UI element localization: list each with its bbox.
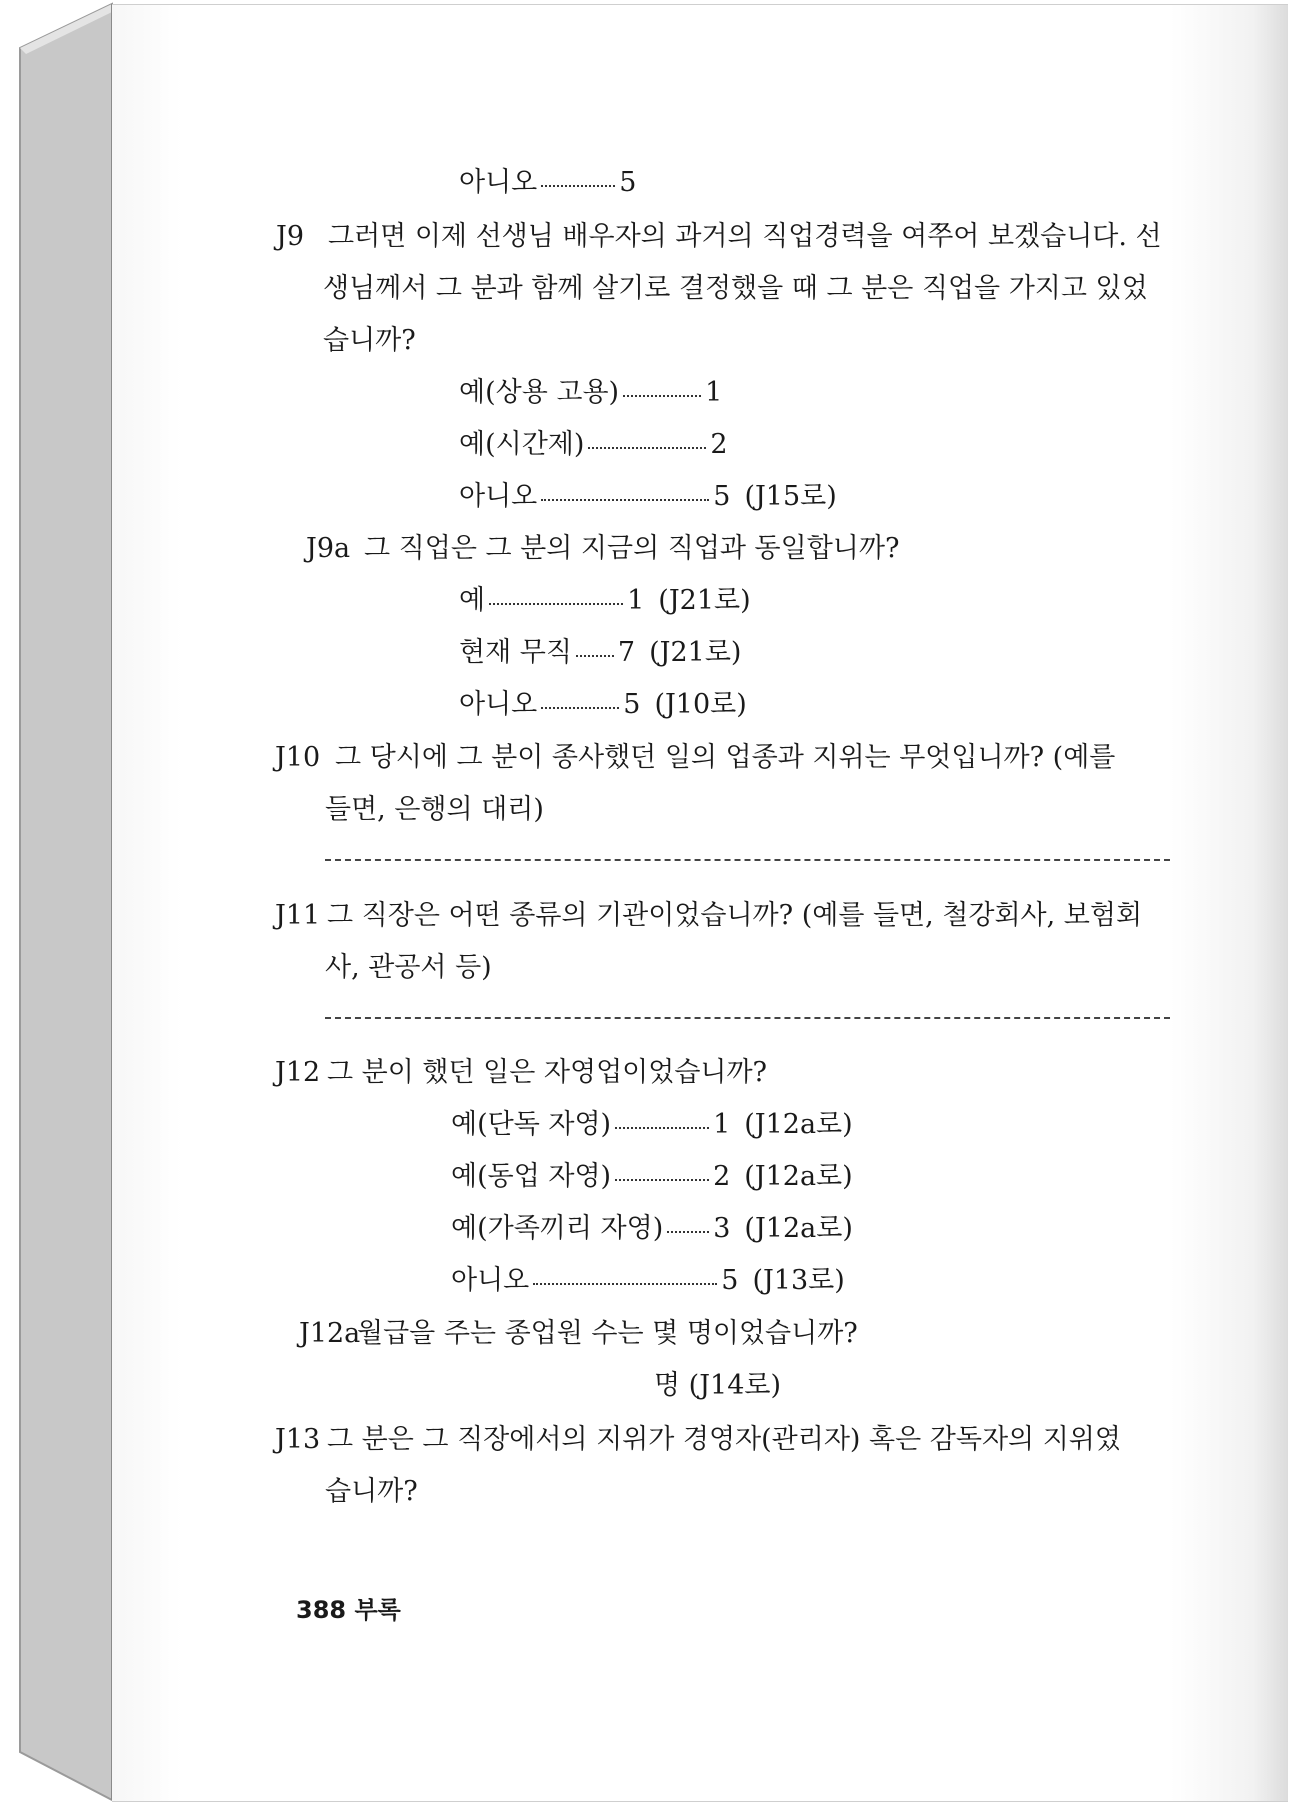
question-text: 월급을 주는 종업원 수는 몇 명이었습니까?: [357, 1318, 858, 1349]
question-text: 사, 관공서 등): [325, 952, 492, 983]
answer-blank-line[interactable]: [325, 1017, 1170, 1019]
answer-code: 1: [705, 377, 723, 408]
skip-instruction: (J12a로): [744, 1109, 853, 1140]
answer-label: 아니오: [459, 167, 538, 198]
answer-label: 아니오: [451, 1265, 530, 1296]
question-code: J12: [275, 1057, 321, 1088]
answer-row: [451, 1264, 845, 1298]
answer-row: [459, 584, 751, 618]
leader-dots: [615, 1178, 709, 1181]
leader-dots: [489, 602, 623, 605]
question-code: J10: [275, 742, 321, 773]
question-text: 그러면 이제 선생님 배우자의 과거의 직업경력을 여쭈어 보겠습니다. 선: [328, 221, 1162, 252]
question-text: 그 분이 했던 일은 자영업이었습니까?: [327, 1057, 768, 1088]
question-text: 들면, 은행의 대리): [325, 794, 544, 825]
answer-row: [451, 1108, 853, 1142]
answer-code: 2: [710, 429, 728, 460]
question-text: 그 분은 그 직장에서의 지위가 경영자(관리자) 혹은 감독자의 지위였: [327, 1424, 1121, 1455]
page-footer: [296, 1590, 401, 1625]
question-code: J9a: [306, 533, 351, 564]
answer-row: [451, 1160, 853, 1194]
question-code: J13: [275, 1424, 321, 1455]
leader-dots: [541, 706, 619, 709]
leader-dots: [541, 498, 709, 501]
answer-code: 2: [713, 1161, 731, 1192]
skip-instruction: (J10로): [654, 689, 747, 720]
answer-code: 5: [623, 689, 641, 720]
answer-code: 5: [619, 167, 637, 198]
question-text: 그 당시에 그 분이 종사했던 일의 업종과 지위는 무엇입니까? (예를: [335, 742, 1116, 773]
answer-code: 5: [721, 1265, 739, 1296]
skip-instruction: (J12a로): [744, 1213, 853, 1244]
question-j11: [275, 899, 1142, 933]
answer-label: 아니오: [459, 689, 538, 720]
leader-dots: [623, 394, 701, 397]
skip-instruction: (J15로): [744, 481, 837, 512]
leader-dots: [541, 184, 615, 187]
question-j9a: [306, 532, 899, 566]
answer-row: [459, 480, 837, 514]
leader-dots: [667, 1230, 709, 1233]
question-code: J12a: [299, 1318, 361, 1349]
question-j13: [275, 1423, 1121, 1457]
answer-label: 예(가족끼리 자영): [451, 1213, 664, 1244]
question-text: 습니까?: [323, 325, 416, 356]
answer-label: 예(상용 고용): [459, 377, 620, 408]
question-code: J9: [276, 221, 305, 252]
answer-row: [459, 636, 741, 670]
question-j12: [275, 1056, 767, 1090]
skip-instruction: (J21로): [649, 637, 742, 668]
answer-code: 1: [713, 1109, 731, 1140]
answer-blank-line[interactable]: [325, 859, 1170, 861]
question-code: J11: [275, 900, 321, 931]
leader-dots: [533, 1282, 717, 1285]
question-text: 그 직장은 어떤 종류의 기관이었습니까? (예를 들면, 철강회사, 보험회: [327, 900, 1143, 931]
answer-code: 1: [627, 585, 645, 616]
j12a-answer-unit[interactable]: [654, 1369, 781, 1403]
section-name: 부록: [354, 1596, 401, 1624]
question-j11-line2: [325, 951, 492, 985]
answer-label: 예(시간제): [459, 429, 585, 460]
answer-row: [459, 688, 747, 722]
leader-dots: [576, 654, 614, 657]
question-j13-line2: [325, 1475, 418, 1509]
question-j10-line2: [325, 793, 544, 827]
question-j9-line3: [323, 324, 416, 358]
page-number: 388: [296, 1596, 347, 1624]
answer-code: 3: [713, 1213, 731, 1244]
answer-unit: 명 (J14로): [654, 1370, 781, 1401]
answer-label: 현재 무직: [459, 637, 572, 668]
question-j12a: [299, 1317, 858, 1351]
leader-dots: [615, 1126, 709, 1129]
answer-label: 예(단독 자영): [451, 1109, 612, 1140]
leader-dots: [588, 446, 706, 449]
answer-row: [459, 428, 728, 462]
answer-code: 5: [713, 481, 731, 512]
skip-instruction: (J12a로): [744, 1161, 853, 1192]
skip-instruction: (J13로): [752, 1265, 845, 1296]
answer-label: 아니오: [459, 481, 538, 512]
answer-row: [451, 1212, 853, 1246]
question-text: 습니까?: [325, 1476, 418, 1507]
question-text: 생님께서 그 분과 함께 살기로 결정했을 때 그 분은 직업을 가지고 있었: [323, 273, 1148, 304]
question-j9-line2: [323, 272, 1148, 306]
question-j10: [275, 741, 1115, 775]
answer-row: [459, 376, 722, 410]
answer-code: 7: [617, 637, 636, 668]
answer-row: [459, 166, 636, 200]
skip-instruction: (J21로): [658, 585, 751, 616]
answer-label: 예: [459, 585, 486, 616]
question-text: 그 직업은 그 분의 지금의 직업과 동일합니까?: [364, 533, 900, 564]
answer-label: 예(동업 자영): [451, 1161, 612, 1192]
question-j9: [276, 220, 1162, 254]
